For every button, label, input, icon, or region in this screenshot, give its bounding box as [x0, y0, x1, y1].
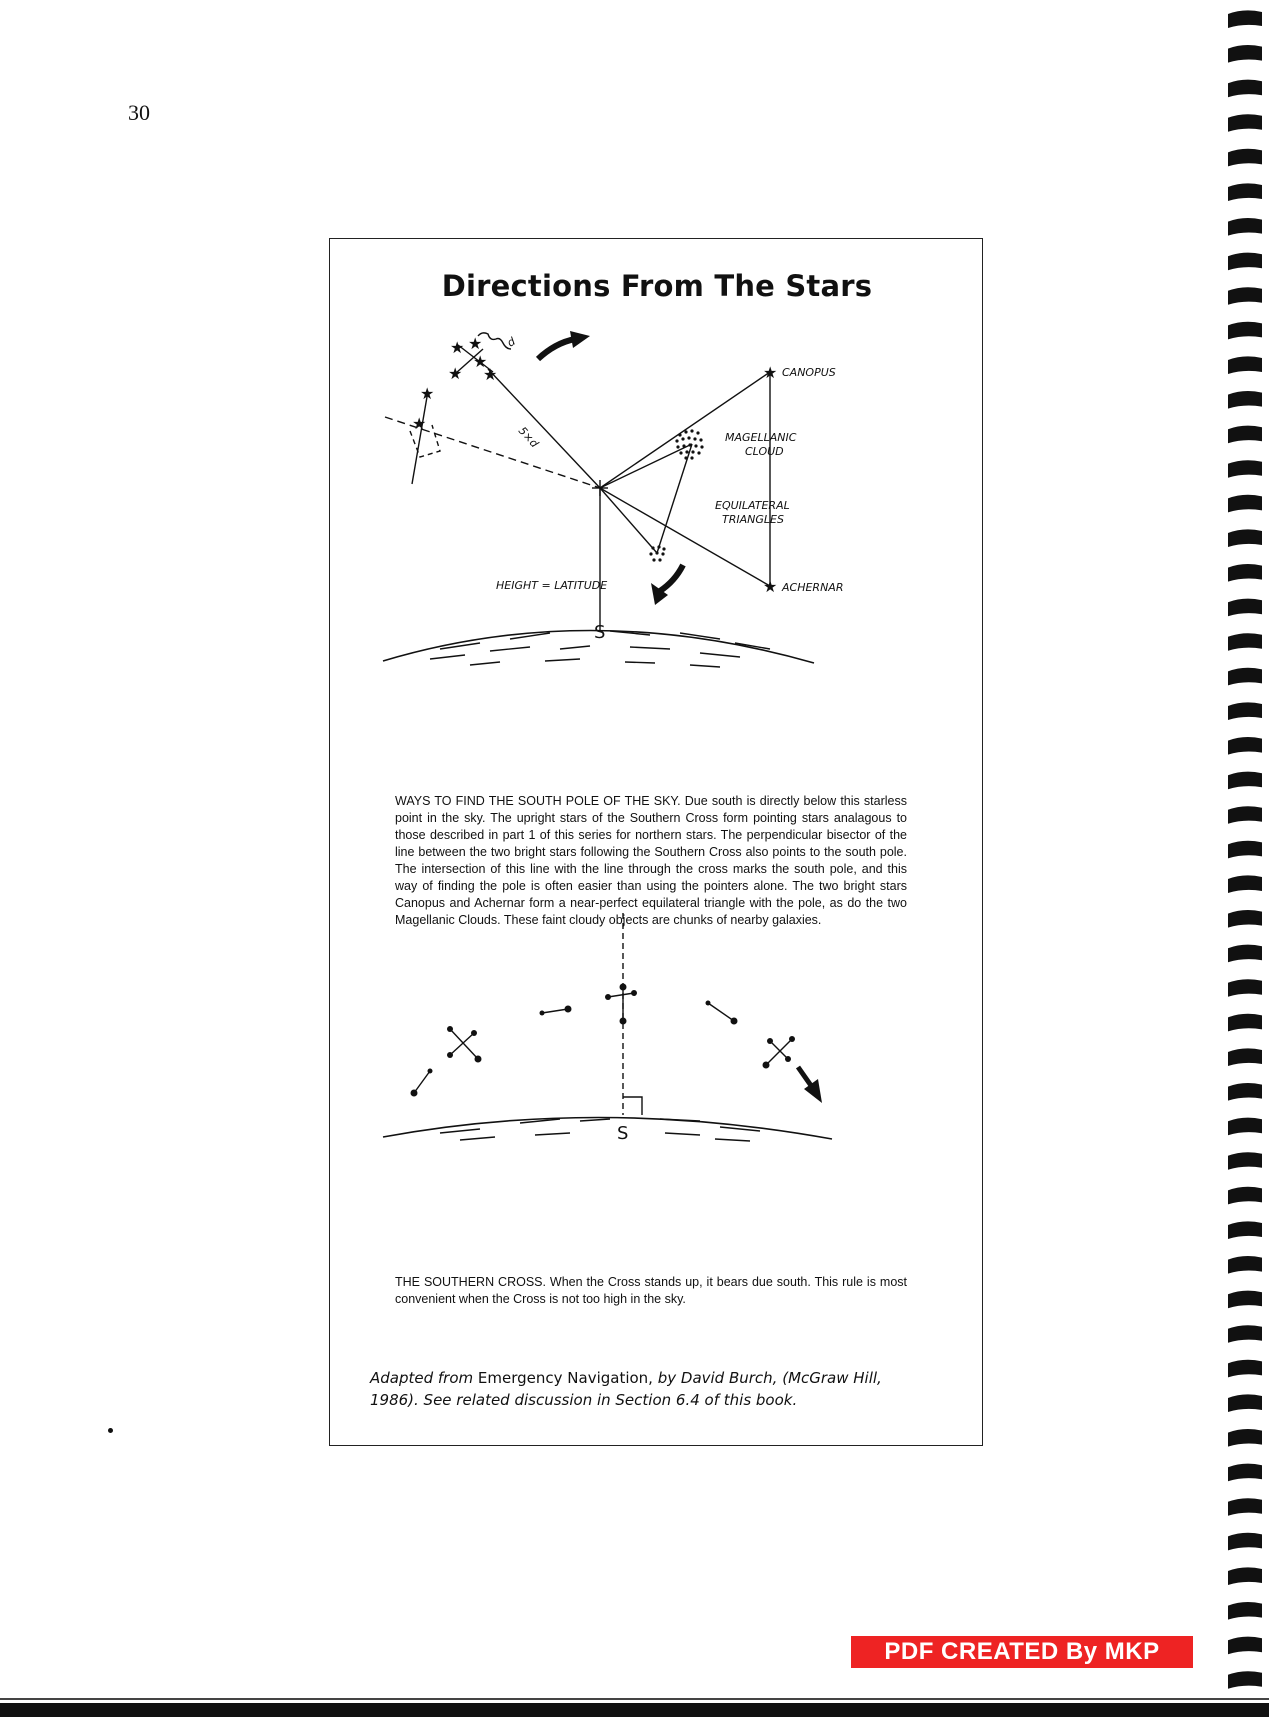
binding-ring	[1228, 1187, 1262, 1205]
credit-prefix: Adapted from	[370, 1369, 478, 1387]
binding-ring	[1228, 10, 1262, 28]
horizon-ticks-5	[460, 1133, 750, 1141]
star-icon: ★	[763, 577, 778, 596]
label-achernar: ACHERNAR	[782, 581, 844, 594]
binding-ring	[1228, 1048, 1262, 1066]
binding-ring	[1228, 910, 1262, 928]
label-cloud: CLOUD	[745, 445, 784, 458]
horizon-ticks-3	[470, 659, 720, 667]
star-icon: ★	[763, 363, 778, 382]
caption-south-pole: WAYS TO FIND THE SOUTH POLE OF THE SKY. Due south is directly below this starless point in the sky. The upright stars of the Southern Cross form pointing stars analagous to those described in part 1 of this series for northern stars. The perpendicular bisector of the line between the two bright stars following the Southern Cross also points to the south pole. The intersection of this line with the line through the cross marks the south pole, and this way of finding the pole is often easier than using the pointers alone. The two bright stars Canopus and Achernar form a near-perfect equilateral triangle with the pole, as do the two Magellanic Clouds. These faint cloudy objects are chunks of nearby galaxies.	[395, 794, 907, 927]
binding-ring	[1228, 841, 1262, 859]
binding-ring	[1228, 1567, 1262, 1585]
binding-ring	[1228, 806, 1262, 824]
bottom-rule	[0, 1698, 1269, 1700]
binding-ring	[1228, 218, 1262, 236]
label-south: S	[594, 622, 606, 643]
binding-ring	[1228, 253, 1262, 271]
star-icon: ★	[483, 365, 498, 384]
credit-suffix-1: by David Burch, (McGraw Hill,	[652, 1369, 882, 1387]
binding-ring	[1228, 668, 1262, 686]
caption-southern-cross: THE SOUTHERN CROSS. When the Cross stands up, it bears due south. This rule is most convenient when the Cross is not too high in the sky.	[395, 1275, 907, 1306]
binding-ring	[1228, 875, 1262, 893]
watermark-badge: PDF CREATED By MKP	[851, 1636, 1193, 1668]
credit-suffix-2: 1986). See related discussion in Section 6.4 of this book.	[370, 1391, 798, 1409]
pointer-line	[488, 369, 600, 488]
binding-ring	[1228, 426, 1262, 444]
line-to-small-cloud	[600, 488, 657, 553]
star-icon: ★	[420, 384, 435, 403]
binding-ring	[1228, 1118, 1262, 1136]
south-pole-diagram	[370, 329, 850, 749]
binding-ring	[1228, 1325, 1262, 1343]
binding-ring	[1228, 1533, 1262, 1551]
line-to-canopus	[600, 372, 770, 488]
binding-ring	[1228, 945, 1262, 963]
binding-ring	[1228, 1671, 1262, 1689]
binding-ring	[1228, 529, 1262, 547]
binding-ring	[1228, 599, 1262, 617]
binding-ring	[1228, 391, 1262, 409]
binding-ring	[1228, 287, 1262, 305]
label-triangles: TRIANGLES	[722, 513, 784, 526]
binding-ring	[1228, 1291, 1262, 1309]
binding-ring	[1228, 1083, 1262, 1101]
label-magellanic: MAGELLANIC	[725, 431, 797, 444]
southern-cross-diagram	[370, 907, 850, 1147]
binding-ring	[1228, 1221, 1262, 1239]
binding-ring	[1228, 737, 1262, 755]
cloud-to-cloud-line	[657, 444, 692, 553]
binding-ring	[1228, 45, 1262, 63]
star-icon: ★	[448, 364, 463, 383]
binding-ring	[1228, 1602, 1262, 1620]
binding-ring	[1228, 1637, 1262, 1655]
binding-ring	[1228, 149, 1262, 167]
binding-ring	[1228, 495, 1262, 513]
binding-ring	[1228, 702, 1262, 720]
rotation-arrow-top	[538, 339, 575, 359]
binding-ring	[1228, 772, 1262, 790]
binding-ring	[1228, 564, 1262, 582]
binding-ring	[1228, 1429, 1262, 1447]
binding-ring	[1228, 1152, 1262, 1170]
horizon-ticks-2	[430, 646, 740, 659]
horizon-ticks-4	[440, 1119, 760, 1133]
large-magellanic-cloud	[675, 429, 703, 459]
binding-ring	[1228, 356, 1262, 374]
small-magellanic-cloud	[649, 545, 665, 561]
figure-title: Directions From The Stars	[441, 269, 873, 303]
star-icon: ★	[412, 414, 427, 433]
binding-ring	[1228, 633, 1262, 651]
figure-box	[329, 238, 983, 1446]
binding-ring	[1228, 1498, 1262, 1516]
bottom-border	[0, 1703, 1269, 1717]
binding-ring	[1228, 460, 1262, 478]
label-height-latitude: HEIGHT = LATITUDE	[496, 579, 608, 592]
binding-ring	[1228, 1394, 1262, 1412]
binding-ring	[1228, 1464, 1262, 1482]
label-canopus: CANOPUS	[782, 366, 836, 379]
binding-ring	[1228, 80, 1262, 98]
stray-mark	[108, 1428, 113, 1433]
binding-ring	[1228, 1014, 1262, 1032]
label-equilateral: EQUILATERAL	[715, 499, 790, 512]
arrow-head-icon	[570, 331, 590, 348]
label-south-2: S	[617, 1123, 629, 1144]
binding-ring	[1228, 1256, 1262, 1274]
label-d: d	[505, 334, 518, 350]
rotation-arrow-2	[798, 1067, 812, 1087]
rotation-arrow-bottom	[660, 565, 683, 591]
binding-ring	[1228, 322, 1262, 340]
binding-ring	[1228, 979, 1262, 997]
spiral-binding	[1222, 0, 1269, 1700]
star-icon: ★	[473, 352, 488, 371]
line-to-large-cloud	[600, 444, 692, 488]
right-angle-mark-2	[623, 1097, 642, 1115]
pointer-stars-line	[412, 391, 428, 484]
star-icon: ★	[468, 334, 483, 353]
source-credit	[370, 1367, 950, 1411]
credit-book-title: Emergency Navigation,	[477, 1369, 653, 1387]
binding-ring	[1228, 1360, 1262, 1378]
horizon-2	[383, 1117, 832, 1139]
binding-ring	[1228, 183, 1262, 201]
star-icon: ★	[450, 338, 465, 357]
binding-ring	[1228, 114, 1262, 132]
label-5xd: 5×d	[515, 424, 541, 451]
page-number: 30	[128, 100, 150, 125]
